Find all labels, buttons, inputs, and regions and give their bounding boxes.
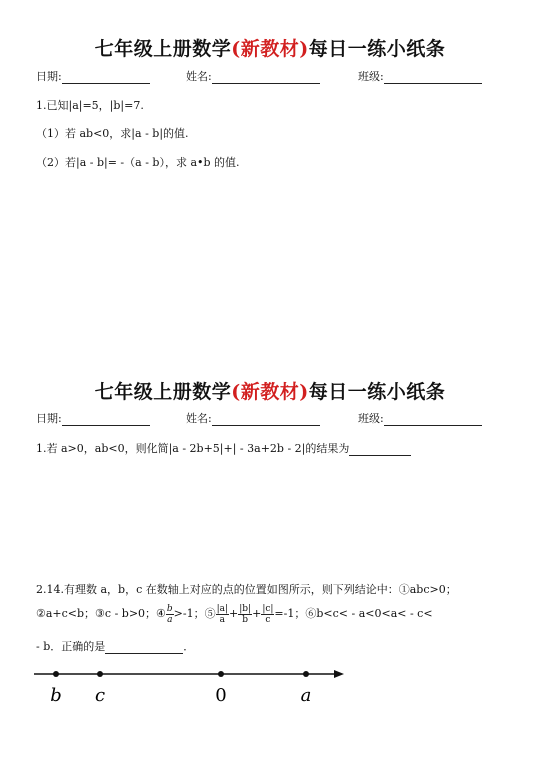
q1-text: 1.若 a>0，ab<0，则化简|a - 2b+5|+| - 3a+2b - 2|的结果为 — [36, 442, 350, 455]
q1-answer-blank[interactable] — [349, 444, 411, 456]
title-highlight: (新教材) — [231, 381, 309, 403]
fraction-abs-c — [261, 604, 274, 625]
point-zero — [218, 671, 224, 677]
point-a — [303, 671, 309, 677]
title-text: 七年级上册数学 — [94, 38, 232, 60]
name-label: 姓名: — [186, 412, 212, 425]
class-blank[interactable] — [384, 72, 482, 84]
name-field-2 — [186, 410, 320, 426]
problem-2-q1 — [36, 440, 411, 456]
name-field — [186, 68, 320, 84]
plus-sign: + — [229, 607, 239, 620]
title-text-end: 每日一练小纸条 — [308, 381, 446, 403]
problem-1-stem: 1.已知|a|=5，|b|=7. — [36, 99, 144, 112]
title-text-end: 每日一练小纸条 — [308, 38, 446, 60]
problem-2-q2-line2 — [36, 603, 433, 625]
arrow-right-icon — [334, 670, 344, 678]
point-c — [97, 671, 103, 677]
page-title-2 — [0, 377, 540, 404]
frac-den: a — [219, 614, 226, 625]
problem-1-part-2: （2）若|a - b|= -（a - b），求 a•b 的值. — [36, 156, 240, 169]
date-blank[interactable] — [62, 414, 150, 426]
date-field — [36, 68, 150, 84]
date-label: 日期: — [36, 70, 62, 83]
class-field-2 — [358, 410, 482, 426]
q2-text-a: ②a+c<b；③c - b>0；④ — [36, 607, 166, 620]
name-blank[interactable] — [212, 72, 320, 84]
fraction-abs-b — [238, 604, 252, 625]
frac-num: |b| — [239, 603, 252, 614]
point-b — [53, 671, 59, 677]
date-blank[interactable] — [62, 72, 150, 84]
q2-text-b: >-1；⑤ — [173, 607, 216, 620]
problem-1-part-1: （1）若 ab<0，求|a - b|的值. — [36, 127, 189, 140]
label-b: b — [50, 685, 62, 706]
problem-2-q2-line1: 2.14.有理数 a，b，c 在数轴上对应的点的位置如图所示，则下列结论中：①abc>0； — [36, 583, 457, 596]
name-blank[interactable] — [212, 414, 320, 426]
frac-den: c — [265, 614, 271, 625]
q2-text-line3: - b．正确的是 — [36, 640, 106, 653]
frac-num: |c| — [262, 603, 274, 614]
title-text: 七年级上册数学 — [94, 381, 232, 403]
q2-answer-blank[interactable] — [105, 642, 183, 654]
frac-num: |a| — [216, 603, 229, 614]
fraction-abs-a — [216, 604, 229, 625]
page-title — [0, 34, 540, 61]
frac-den: b — [242, 614, 249, 625]
plus-sign: + — [252, 607, 262, 620]
class-field — [358, 68, 482, 84]
problem-2-q2-line3 — [36, 638, 194, 654]
title-highlight: (新教材) — [231, 38, 309, 60]
date-label: 日期: — [36, 412, 62, 425]
class-blank[interactable] — [384, 414, 482, 426]
label-c: c — [94, 685, 106, 706]
number-line-figure — [0, 660, 540, 710]
q2-period: ． — [183, 640, 195, 653]
class-label: 班级: — [358, 412, 384, 425]
fraction-b-over-a — [166, 604, 174, 625]
date-field-2 — [36, 410, 150, 426]
class-label: 班级: — [358, 70, 384, 83]
name-label: 姓名: — [186, 70, 212, 83]
frac-den: a — [167, 614, 173, 625]
frac-num: b — [166, 603, 173, 614]
label-a: a — [300, 685, 312, 706]
q2-text-c: =-1；⑥b<c< - a<0<a< - c< — [274, 607, 433, 620]
label-zero: 0 — [215, 685, 227, 706]
